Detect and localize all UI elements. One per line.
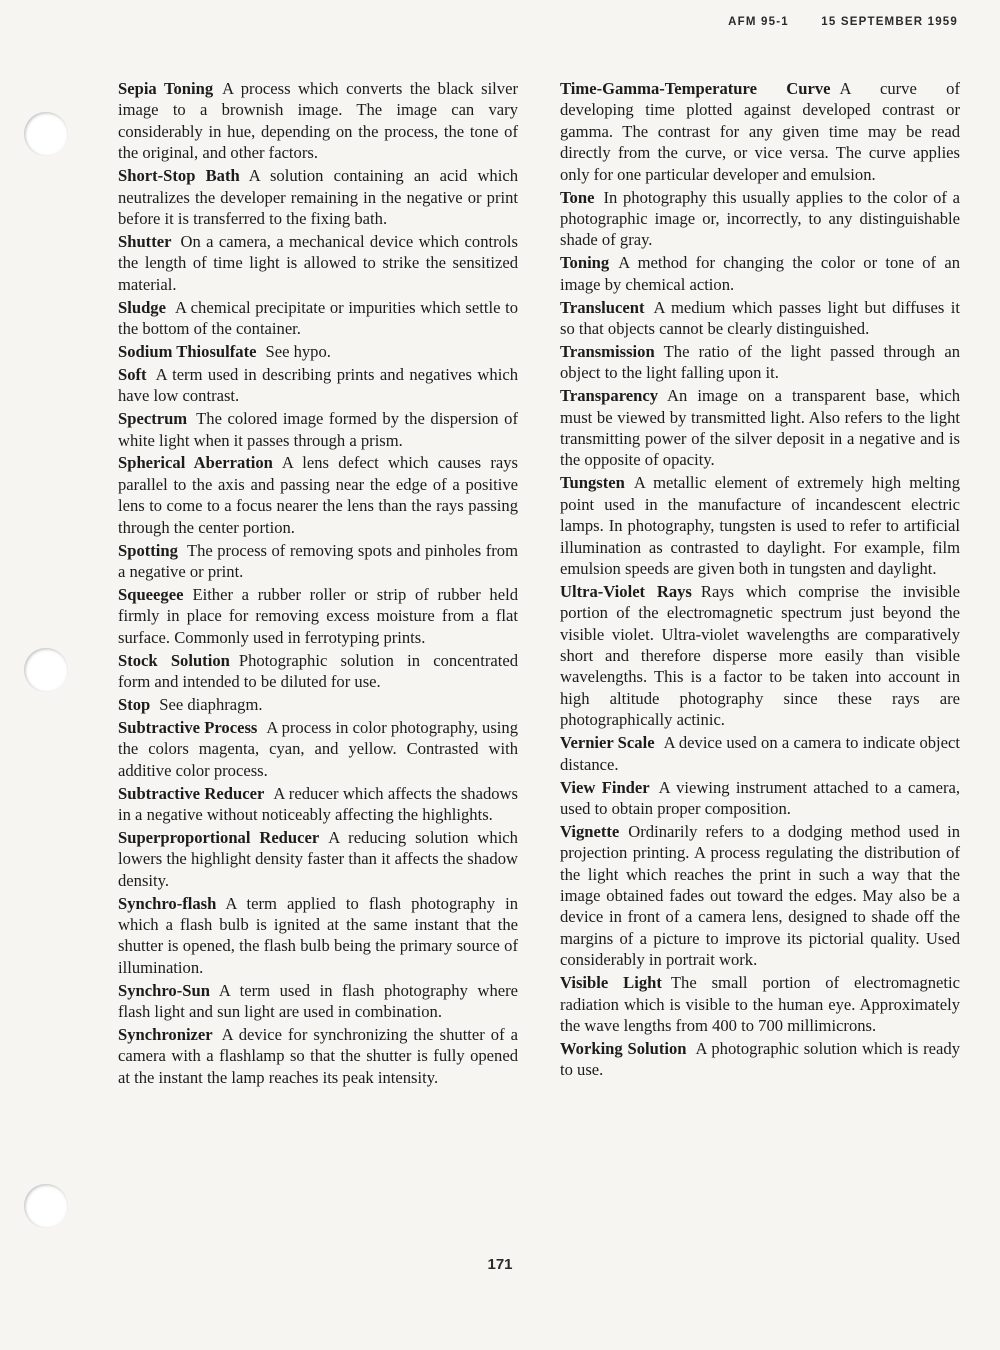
glossary-entry [560,297,960,340]
glossary-definition: A viewing instrument attached to a camera, used to obtain proper composition. [560,777,960,818]
binder-hole-bottom [24,1184,68,1228]
glossary-entry [560,187,960,251]
glossary-definition: A method for changing the color or tone of an image by chemical action. [560,253,960,294]
glossary-definition: On a camera, a mechanical device which controls the length of time light is allowed to strike the sensitized material. [118,231,518,294]
publication-date: 15 SEPTEMBER 1959 [821,16,958,28]
glossary-definition: A process which converts the black silver image to a brownish image. The image can vary considerably in hue, depending on the process, the tone of the original, and other factors. [118,79,518,163]
glossary-term: Sludge [118,297,166,317]
glossary-entry [118,893,518,979]
glossary-term: Shutter [118,231,172,251]
glossary-definition: Either a rubber roller or strip of rubber held firmly in place for removing excess moisture from a flat surface. Commonly used in ferrotyping prints. [118,584,518,647]
glossary-entry [118,341,518,362]
glossary-entry [118,231,518,295]
glossary-term: Synchronizer [118,1024,213,1044]
glossary-definition: Rays which comprise the invisible portion of the electromagnetic spectrum just beyond the visible violet. Ultra-violet wavelengths are comparatively short and therefore disperse more easily than visible wavelengths. This is a factor to be taken into account in high altitude photography since these rays are photographically actinic. [560,581,960,730]
glossary-entry [560,732,960,775]
glossary-definition: A chemical precipitate or impurities which settle to the bottom of the container. [118,297,518,338]
glossary-definition: A term used in describing prints and negatives which have low contrast. [118,364,518,406]
glossary-definition: See diaphragm. [159,694,263,714]
glossary-definition: A device used on a camera to indicate object distance. [560,733,960,774]
glossary-term: Subtractive Process [118,717,258,737]
glossary-term: Visible Light [560,973,662,993]
glossary-entry [118,1024,518,1088]
glossary-entry [560,581,960,731]
glossary-column-left [118,78,518,1090]
glossary-entry [560,385,960,471]
glossary-entry [118,540,518,583]
glossary-term: Squeegee [118,584,184,604]
glossary-term: Sodium Thiosulfate [118,341,257,361]
glossary-term: Working Solution [560,1038,687,1058]
glossary-definition: A lens defect which causes rays parallel to the axis and passing near the edge of a positive lens to come to a focus nearer the lens than the rays passing through the center portion. [118,453,518,537]
binder-hole-middle [24,648,68,692]
glossary-term: Toning [560,253,610,273]
glossary-definition: A photographic solution which is ready to use. [560,1038,960,1080]
glossary-term: Short-Stop Bath [118,166,240,186]
glossary-term: Superproportional Reducer [118,827,320,847]
glossary-term: Vignette [560,821,620,841]
glossary-entry [560,1038,960,1081]
glossary-entry [118,78,518,164]
glossary-definition: The process of removing spots and pinholes from a negative or print. [118,540,518,581]
glossary-entry [118,584,518,648]
glossary-column-right [560,78,960,1082]
glossary-term: View Finder [560,777,650,797]
glossary-definition: In photography this usually applies to the color of a photographic image or, incorrectly, to any distinguishable shade of gray. [560,187,960,250]
glossary-entry [118,650,518,693]
glossary-entry [560,252,960,295]
glossary-definition: A reducer which affects the shadows in a negative without noticeably affecting the highlights. [118,783,518,824]
glossary-definition: See hypo. [265,341,331,361]
glossary-term: Spotting [118,540,178,560]
glossary-entry [560,821,960,971]
document-id: AFM 95-1 [728,16,789,28]
page-header [728,16,958,28]
glossary-term: Spherical Aberration [118,453,273,473]
glossary-definition: A curve of developing time plotted against developed contrast or gamma. The contrast for any given time may be read directly from the curve, or vice versa. The curve applies only for one particular developer and emulsion. [560,79,961,184]
glossary-definition: A solution containing an acid which neutralizes the developer remaining in the negative or print before it is transferred to the fixing bath. [118,166,518,228]
glossary-term: Ultra-Violet Rays [560,581,692,601]
glossary-entry [560,972,960,1036]
glossary-definition: A reducing solution which lowers the highlight density faster than it affects the shadow density. [118,827,518,890]
glossary-definition: A device for synchronizing the shutter of a camera with a flashlamp so that the shutter is fully opened at the instant the lamp reaches its peak intensity. [118,1024,518,1087]
glossary-entry [118,364,518,407]
glossary-term: Subtractive Reducer [118,783,265,803]
glossary-term: Synchro-Sun [118,980,210,1000]
glossary-term: Spectrum [118,409,188,429]
glossary-entry [560,472,960,579]
glossary-term: Synchro-flash [118,893,217,913]
glossary-definition: An image on a transparent base, which must be viewed by transmitted light. Also refers to the light transmitting power of the silver deposit in a negative and is the opposite of opacity. [560,386,960,470]
glossary-entry [118,783,518,826]
glossary-definition: A term applied to flash photography in which a flash bulb is ignited at the same instant that the shutter is opened, the flash bulb being the primary source of illumination. [118,893,518,977]
glossary-entry [118,165,518,229]
glossary-definition: The ratio of the light passed through an object to the light falling upon it. [560,341,960,383]
glossary-term: Stop [118,694,151,714]
glossary-definition: Ordinarily refers to a dodging method used in projection printing. A process regulating the distribution of the light which reaches the print in such a way that the image obtained fades out toward the edges. May also be a device in front of a camera lens, designed to shade off the margins of a picture to improve its pictorial quality. Used considerably in portrait work. [560,821,960,970]
glossary-term: Tone [560,187,595,207]
glossary-entry [118,408,518,451]
glossary-definition: Photographic solution in concentrated form and intended to be diluted for use. [118,650,518,691]
binder-hole-top [24,112,68,156]
glossary-entry [560,78,960,185]
glossary-term: Soft [118,364,147,384]
glossary-term: Stock Solution [118,650,230,670]
glossary-entry [118,297,518,340]
glossary-entry [560,777,960,820]
glossary-entry [560,341,960,384]
glossary-definition: A metallic element of extremely high melting point used in the manufacture of incandescent electric lamps. In photography, tungsten is used to refer to artificial illumination as contrasted to daylight. For example, film emulsion speeds are given both in tungsten and daylight. [560,473,960,578]
glossary-definition: The colored image formed by the dispersion of white light when it passes through a prism. [118,409,518,450]
glossary-entry [118,717,518,781]
glossary-term: Transparency [560,386,659,406]
glossary-term: Sepia Toning [118,79,214,98]
glossary-entry [118,980,518,1023]
page-number: 171 [487,1256,513,1273]
glossary-term: Translucent [560,297,645,317]
glossary-definition: A medium which passes light but diffuses it so that objects cannot be clearly distinguished. [560,297,960,338]
glossary-entry [118,452,518,538]
glossary-term: Time-Gamma-Temperature Curve [560,79,831,98]
glossary-entry [118,694,518,715]
glossary-definition: A term used in flash photography where flash light and sun light are used in combination. [118,980,518,1022]
glossary-term: Vernier Scale [560,733,655,753]
glossary-entry [118,827,518,891]
glossary-term: Tungsten [560,473,625,493]
glossary-term: Transmission [560,341,655,361]
glossary-definition: The small portion of electromagnetic radiation which is visible to the human eye. Approximately the wave lengths from 400 to 700 millimicrons. [560,973,960,1035]
glossary-definition: A process in color photography, using the colors magenta, cyan, and yellow. Contrasted with additive color process. [118,717,518,780]
